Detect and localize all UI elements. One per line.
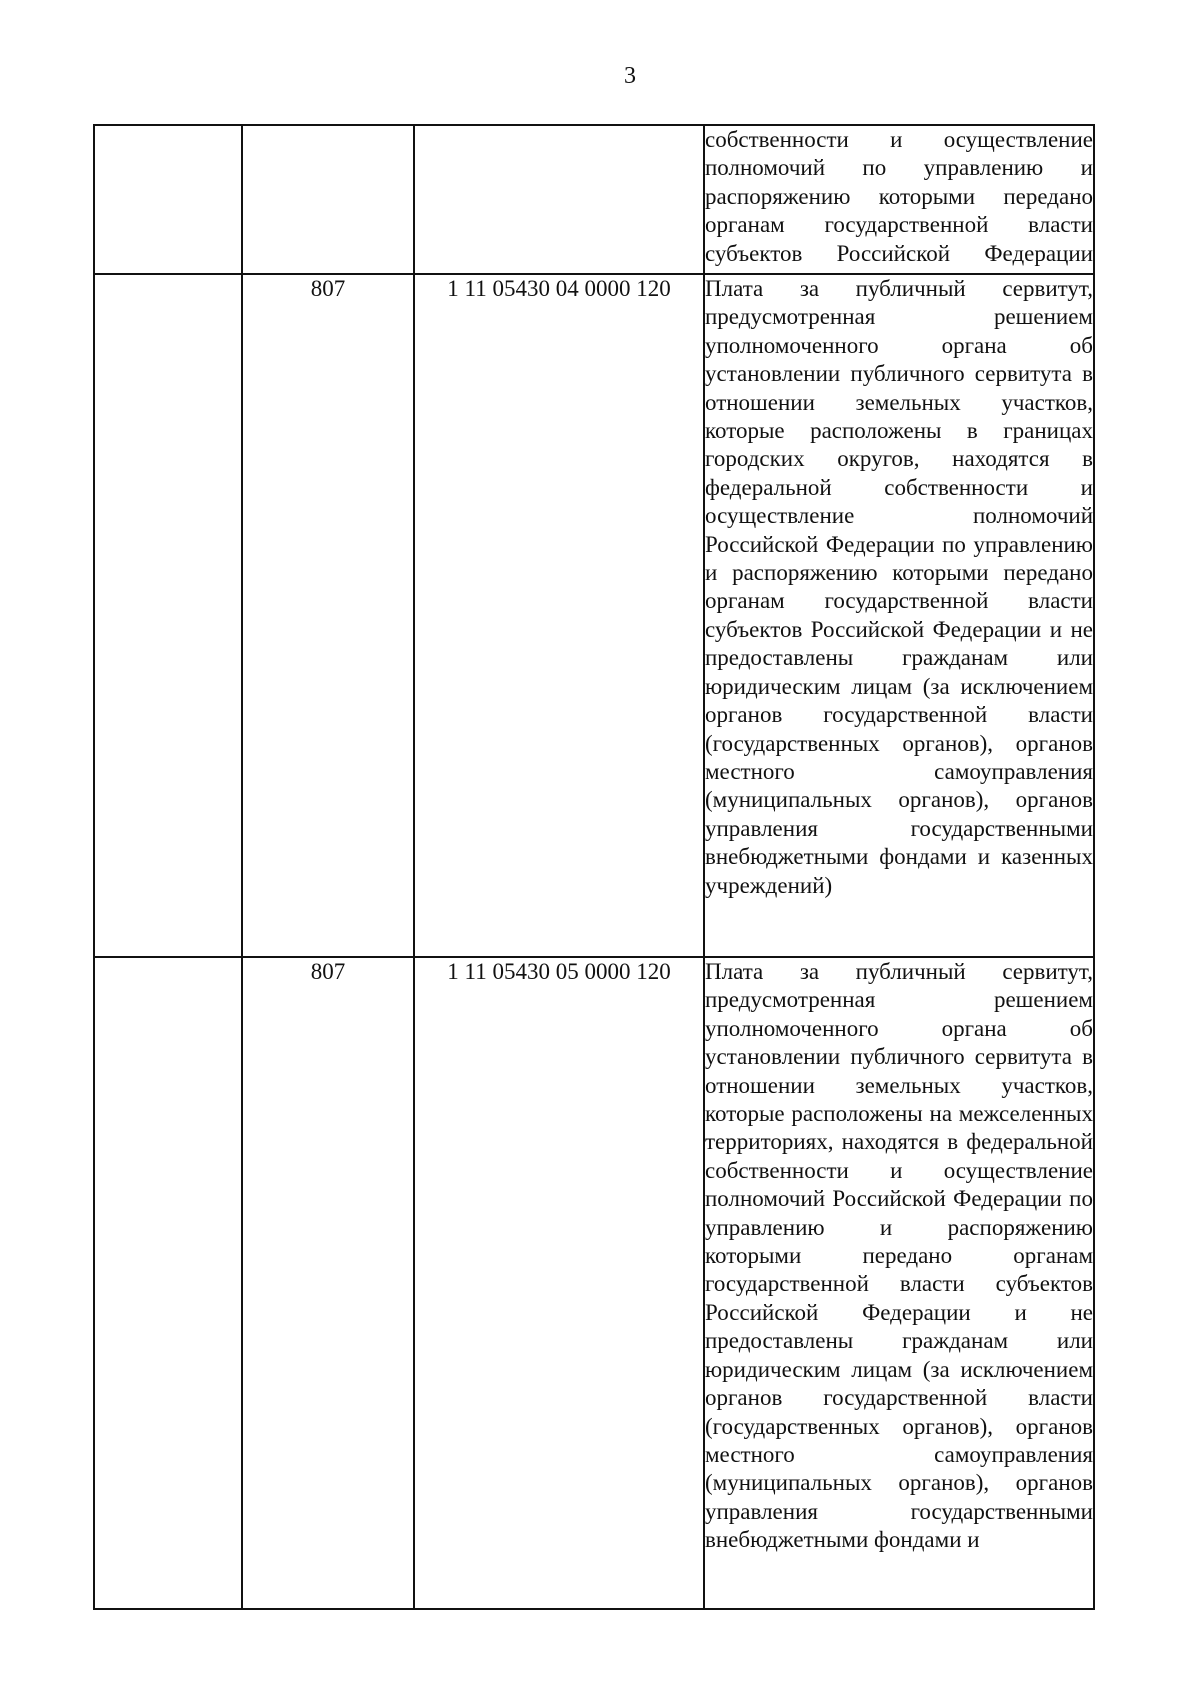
table-cell-empty [94,125,242,274]
revenue-codes-table [93,124,1095,1610]
page-number: 3 [624,63,636,89]
table-row [94,957,1094,1609]
table-row [94,274,1094,957]
kbk-code-cell: 1 11 05430 04 0000 120 [414,274,704,957]
description-cell [704,957,1094,1609]
description-text: Плата за публичный сервитут, предусмотренная решением уполномоченного органа об установлении публичного сервитута в отношении земельных участков, которые расположены на межселенных территориях, находятся в федеральной собственности и осуществление полномочий Российской Федерации по управлению и распоряжению которыми передано органам государственной власти субъектов Российской Федерации и не предоставлены гражданам или юридическим лицам (за исключением органов государственной власти (государственных органов), органов местного самоуправления (муниципальных органов), органов управления государственными внебюджетными фондами и [705,959,1093,1553]
description-cell [704,274,1094,957]
admin-code-cell [242,125,414,274]
kbk-code-cell [414,125,704,274]
description-text: Плата за публичный сервитут, предусмотренная решением уполномоченного органа об установлении публичного сервитута в отношении земельных участков, которые расположены в границах городских округов, находятся в федеральной собственности и осуществление полномочий Российской Федерации по управлению и распоряжению которыми передано органам государственной власти субъектов Российской Федерации и не предоставлены гражданам или юридическим лицам (за исключением органов государственной власти (государственных органов), органов местного самоуправления (муниципальных органов), органов управления государственными внебюджетными фондами и казенных учреждений) [705,276,1093,898]
table-cell-empty [94,957,242,1609]
kbk-code-cell: 1 11 05430 05 0000 120 [414,957,704,1609]
description-text: собственности и осуществление полномочий по управлению и распоряжению которыми передано органам государственной власти субъектов Российской Федерации [705,127,1093,266]
table-row [94,125,1094,274]
table-cell-empty [94,274,242,957]
description-cell [704,125,1094,274]
admin-code-cell: 807 [242,274,414,957]
admin-code-cell: 807 [242,957,414,1609]
